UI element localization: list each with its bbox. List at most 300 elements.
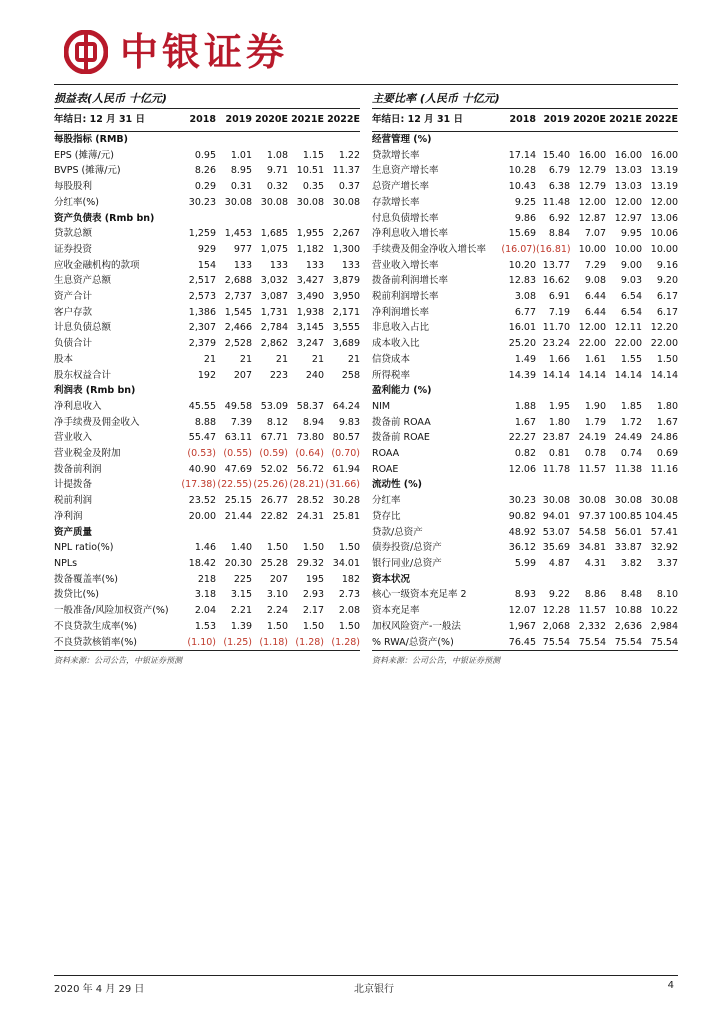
row-value: 154 xyxy=(197,259,216,271)
row-value: 8.10 xyxy=(656,589,678,601)
row-value: 7.39 xyxy=(230,416,252,428)
table-row xyxy=(372,587,678,603)
table-row xyxy=(54,195,360,211)
row-value: 12.00 xyxy=(578,322,606,334)
row-value: 133 xyxy=(305,259,324,271)
row-value: 3,247 xyxy=(296,338,324,350)
row-value: 6.38 xyxy=(548,181,570,193)
row-value: 11.48 xyxy=(542,196,570,208)
row-value: 10.22 xyxy=(650,605,678,617)
row-value: 30.08 xyxy=(542,495,570,507)
table-row xyxy=(372,242,678,258)
row-value: 12.79 xyxy=(578,165,606,177)
row-value: 29.32 xyxy=(296,557,324,569)
column-header-year: 2018 xyxy=(500,109,536,132)
row-value: 8.26 xyxy=(194,165,216,177)
row-value: 6.54 xyxy=(620,291,642,303)
row-value: 52.02 xyxy=(260,463,288,475)
row-label: NPL ratio(%) xyxy=(54,542,114,554)
row-value: 21 xyxy=(311,353,324,365)
column-header-year: 2018 xyxy=(180,109,216,132)
row-value: 3,555 xyxy=(332,322,360,334)
row-value xyxy=(606,477,642,493)
row-value: 3,490 xyxy=(296,291,324,303)
section-header-row xyxy=(54,132,360,148)
income-statement-table xyxy=(54,109,360,651)
row-value: 94.01 xyxy=(542,510,570,522)
row-value: 977 xyxy=(233,243,252,255)
row-value: 100.85 xyxy=(608,510,642,522)
table-row xyxy=(54,289,360,305)
row-value: 2.21 xyxy=(230,605,252,617)
row-label: 资产质量 xyxy=(54,526,93,538)
table-row xyxy=(372,195,678,211)
table-row xyxy=(54,462,360,478)
row-value xyxy=(642,477,678,493)
row-value: 12.20 xyxy=(650,322,678,334)
row-value: 1.55 xyxy=(620,353,642,365)
row-value: 16.00 xyxy=(578,149,606,161)
table-row xyxy=(372,635,678,651)
table-row xyxy=(372,163,678,179)
table-row xyxy=(54,446,360,462)
row-value: 25.15 xyxy=(224,495,252,507)
row-value: (25.26) xyxy=(253,479,288,491)
row-value: 2.73 xyxy=(338,589,360,601)
row-value: 2,688 xyxy=(224,275,252,287)
row-value: 16.00 xyxy=(614,149,642,161)
row-value: 1.50 xyxy=(338,620,360,632)
table-row xyxy=(54,540,360,556)
row-label: 贷款/总资产 xyxy=(372,526,423,538)
column-header-year: 2022E xyxy=(642,109,678,132)
row-value: 2.04 xyxy=(194,605,216,617)
row-value: 1,075 xyxy=(260,243,288,255)
row-label: NPLs xyxy=(54,557,78,569)
row-value: (1.25) xyxy=(216,635,252,651)
row-value: 1.08 xyxy=(266,149,288,161)
row-value xyxy=(642,132,678,148)
row-value xyxy=(216,525,252,541)
table-row xyxy=(54,556,360,572)
row-value: 1.79 xyxy=(584,416,606,428)
row-label: 贷款总额 xyxy=(54,228,93,240)
table-row xyxy=(54,415,360,431)
table-row xyxy=(372,603,678,619)
row-label: 拨备覆盖率(%) xyxy=(54,573,118,585)
row-value: 18.42 xyxy=(188,557,216,569)
row-value: 6.54 xyxy=(620,306,642,318)
row-value: 3.37 xyxy=(656,557,678,569)
row-value: 2,528 xyxy=(224,338,252,350)
row-value: 21 xyxy=(239,353,252,365)
table-row xyxy=(372,619,678,635)
row-label: 经营管理 (%) xyxy=(372,134,432,145)
row-value: 2.24 xyxy=(266,605,288,617)
header-divider xyxy=(54,84,678,85)
row-value: 30.08 xyxy=(260,196,288,208)
row-value xyxy=(324,525,360,541)
section-header-row xyxy=(54,211,360,227)
row-value: 3.15 xyxy=(230,589,252,601)
row-value: 1.50 xyxy=(338,542,360,554)
row-value: 258 xyxy=(341,369,360,381)
row-label: 付息负债增长率 xyxy=(372,212,439,224)
row-value: 3.18 xyxy=(194,589,216,601)
table-row xyxy=(54,258,360,274)
row-value: 12.07 xyxy=(508,605,536,617)
column-header-label: 年结日: 12 月 31 日 xyxy=(54,109,180,132)
row-value: 0.32 xyxy=(266,181,288,193)
row-value: 80.57 xyxy=(332,432,360,444)
row-value: 9.86 xyxy=(514,212,536,224)
row-value: 10.00 xyxy=(578,243,606,255)
row-value: 2,171 xyxy=(332,306,360,318)
row-value xyxy=(216,211,252,227)
row-value: 55.47 xyxy=(188,432,216,444)
row-value: (1.18) xyxy=(252,635,288,651)
row-value: 9.00 xyxy=(620,259,642,271)
row-value: 2,379 xyxy=(188,338,216,350)
row-value: 2,517 xyxy=(188,275,216,287)
row-value xyxy=(252,211,288,227)
row-label: BVPS (摊薄/元) xyxy=(54,165,121,177)
row-value: 2,984 xyxy=(650,620,678,632)
row-value xyxy=(536,383,570,399)
row-value: (28.21) xyxy=(289,479,324,491)
row-value: 25.28 xyxy=(260,557,288,569)
row-value: 24.19 xyxy=(578,432,606,444)
row-label: 税前利润 xyxy=(54,495,93,507)
row-value xyxy=(288,525,324,541)
row-value xyxy=(288,211,324,227)
row-value: 2,784 xyxy=(260,322,288,334)
row-value: 3,689 xyxy=(332,338,360,350)
table-row xyxy=(54,635,360,651)
table-row xyxy=(54,305,360,321)
table-row xyxy=(372,399,678,415)
row-value: 11.16 xyxy=(650,463,678,475)
row-value xyxy=(536,132,570,148)
row-value: 1.46 xyxy=(194,542,216,554)
row-value: 15.40 xyxy=(542,149,570,161)
row-value: 36.12 xyxy=(508,542,536,554)
row-value: 4.31 xyxy=(584,557,606,569)
table-row xyxy=(372,148,678,164)
row-value xyxy=(180,132,216,148)
section-header-row xyxy=(54,525,360,541)
row-value: 21 xyxy=(203,353,216,365)
row-value: 1,938 xyxy=(296,306,324,318)
row-value: 64.24 xyxy=(332,400,360,412)
row-value: 76.45 xyxy=(500,635,536,651)
row-value: 35.69 xyxy=(542,542,570,554)
row-value: 1.50 xyxy=(302,542,324,554)
row-value: 11.57 xyxy=(578,605,606,617)
page-number: 4 xyxy=(667,980,674,991)
row-value: (22.55) xyxy=(217,479,252,491)
row-label: 每股股利 xyxy=(54,181,93,193)
table-row xyxy=(54,399,360,415)
row-label: 股东权益合计 xyxy=(54,369,112,381)
row-value: 6.44 xyxy=(584,291,606,303)
row-value: 15.69 xyxy=(508,228,536,240)
row-value: 1.72 xyxy=(620,416,642,428)
row-value: 23.24 xyxy=(542,338,570,350)
row-value: (0.70) xyxy=(331,448,360,460)
row-label: 税前利润增长率 xyxy=(372,291,439,303)
row-value xyxy=(536,477,570,493)
row-value: 1,300 xyxy=(332,243,360,255)
row-value: 1,182 xyxy=(296,243,324,255)
column-header-year: 2020E xyxy=(252,109,288,132)
row-value: 1.88 xyxy=(514,400,536,412)
row-value: 12.83 xyxy=(508,275,536,287)
row-value: 3.08 xyxy=(514,291,536,303)
row-value: 20.30 xyxy=(224,557,252,569)
row-value: (0.55) xyxy=(223,448,252,460)
row-value: 10.06 xyxy=(650,228,678,240)
row-value: 12.06 xyxy=(508,463,536,475)
column-header-year: 2019 xyxy=(216,109,252,132)
row-value: 1.61 xyxy=(584,353,606,365)
table-row xyxy=(54,273,360,289)
row-value: 11.38 xyxy=(614,463,642,475)
row-value: 48.92 xyxy=(508,526,536,538)
row-value: 9.16 xyxy=(656,259,678,271)
row-value: 133 xyxy=(233,259,252,271)
row-value: 21 xyxy=(275,353,288,365)
row-label: 不良贷款核销率(%) xyxy=(54,635,180,651)
row-label: 营业税金及附加 xyxy=(54,448,121,460)
row-value xyxy=(570,383,606,399)
row-value: 6.92 xyxy=(548,212,570,224)
section-header-row xyxy=(54,383,360,399)
row-value: 8.48 xyxy=(620,589,642,601)
row-value: (1.28) xyxy=(288,635,324,651)
row-value: 24.31 xyxy=(296,510,324,522)
row-value: 56.01 xyxy=(614,526,642,538)
row-value: 75.54 xyxy=(642,635,678,651)
row-value: 3,032 xyxy=(260,275,288,287)
row-label: 分红率(%) xyxy=(54,196,99,208)
table-row xyxy=(54,603,360,619)
row-value: 16.01 xyxy=(508,322,536,334)
row-value: 5.99 xyxy=(514,557,536,569)
row-value: 3,087 xyxy=(260,291,288,303)
row-value: 0.78 xyxy=(584,448,606,460)
row-value: 1,386 xyxy=(188,306,216,318)
row-value: 53.09 xyxy=(260,400,288,412)
row-value: 75.54 xyxy=(570,635,606,651)
row-value: 12.87 xyxy=(578,212,606,224)
row-label: 利润表 (Rmb bn) xyxy=(54,385,136,397)
column-header-year: 2019 xyxy=(536,109,570,132)
row-value: 9.25 xyxy=(514,196,536,208)
row-label: 净利息收入增长率 xyxy=(372,228,449,240)
row-value: 13.06 xyxy=(650,212,678,224)
row-label: 拨备前 ROAA xyxy=(372,416,431,428)
row-value: 17.14 xyxy=(508,149,536,161)
table-row xyxy=(372,320,678,336)
row-value: 11.70 xyxy=(542,322,570,334)
row-value: 34.81 xyxy=(578,542,606,554)
row-value: 30.08 xyxy=(332,196,360,208)
row-value xyxy=(216,132,252,148)
row-value: (1.28) xyxy=(324,635,360,651)
row-value: 225 xyxy=(233,573,252,585)
table-row xyxy=(372,525,678,541)
row-value xyxy=(500,477,536,493)
row-value: 53.07 xyxy=(542,526,570,538)
row-label: 生息资产总额 xyxy=(54,275,112,287)
row-value: (16.81) xyxy=(536,243,571,255)
row-value: 1.40 xyxy=(230,542,252,554)
row-value: 8.12 xyxy=(266,416,288,428)
table-row xyxy=(54,493,360,509)
row-value: 6.77 xyxy=(514,306,536,318)
row-label: 所得税率 xyxy=(372,369,411,381)
row-value: 2,466 xyxy=(224,322,252,334)
row-value: 10.51 xyxy=(296,165,324,177)
row-value: 0.74 xyxy=(620,448,642,460)
section-header-row xyxy=(372,383,678,399)
row-value: (1.10) xyxy=(180,635,216,651)
row-label: 营业收入增长率 xyxy=(372,259,439,271)
table-row xyxy=(372,446,678,462)
row-value: (0.53) xyxy=(187,448,216,460)
section-header-row xyxy=(372,132,678,148)
row-value: 3,427 xyxy=(296,275,324,287)
row-label: 净利润增长率 xyxy=(372,306,430,318)
row-value: 1.53 xyxy=(194,620,216,632)
row-value: 1.50 xyxy=(266,542,288,554)
row-label: 贷款增长率 xyxy=(372,149,420,161)
table-row xyxy=(54,320,360,336)
row-value: 1.22 xyxy=(338,149,360,161)
row-value: 3,145 xyxy=(296,322,324,334)
row-label: 资产负债表 (Rmb bn) xyxy=(54,212,155,224)
column-header-label: 年结日: 12 月 31 日 xyxy=(372,109,500,132)
section-header-row xyxy=(372,477,678,493)
row-value: 2.17 xyxy=(302,605,324,617)
row-value: 1.49 xyxy=(514,353,536,365)
row-value xyxy=(324,211,360,227)
row-value: 26.77 xyxy=(260,495,288,507)
row-value: 10.43 xyxy=(508,181,536,193)
row-value xyxy=(288,383,324,399)
row-value: 1.67 xyxy=(514,416,536,428)
row-value: 12.28 xyxy=(542,605,570,617)
table-row xyxy=(54,509,360,525)
row-value xyxy=(642,572,678,588)
row-value: 1.15 xyxy=(302,149,324,161)
row-label: 加权风险资产-一般法 xyxy=(372,620,461,632)
table-row xyxy=(372,289,678,305)
row-value: 1,955 xyxy=(296,228,324,240)
row-value: 195 xyxy=(305,573,324,585)
row-label: 拨备前 ROAE xyxy=(372,432,430,444)
row-value: 6.79 xyxy=(548,165,570,177)
row-value: 12.00 xyxy=(650,196,678,208)
row-value xyxy=(500,383,536,399)
footer-divider xyxy=(54,975,678,976)
row-value: 1.50 xyxy=(656,353,678,365)
row-value: 207 xyxy=(269,573,288,585)
row-value: 25.81 xyxy=(332,510,360,522)
row-value: 3.10 xyxy=(266,589,288,601)
table-row xyxy=(372,226,678,242)
table-row xyxy=(372,305,678,321)
row-value: (17.38) xyxy=(181,479,216,491)
row-value: 75.54 xyxy=(536,635,570,651)
row-label: 股本 xyxy=(54,353,74,365)
row-value: 13.77 xyxy=(542,259,570,271)
row-value xyxy=(180,211,216,227)
row-value: 1.01 xyxy=(230,149,252,161)
row-value: 929 xyxy=(197,243,216,255)
footer-company: 北京银行 xyxy=(354,984,394,995)
row-value: 2,636 xyxy=(614,620,642,632)
row-value: 9.22 xyxy=(548,589,570,601)
row-value xyxy=(324,383,360,399)
report-header xyxy=(54,24,678,88)
row-value xyxy=(606,132,642,148)
table-row xyxy=(372,352,678,368)
row-value: 1.50 xyxy=(266,620,288,632)
key-ratios-source: 资料来源：公司公告，中银证券预测 xyxy=(372,656,500,666)
row-value: 10.00 xyxy=(614,243,642,255)
row-value: 21 xyxy=(347,353,360,365)
row-label: 拨备前利润 xyxy=(54,463,102,475)
row-label: 信贷成本 xyxy=(372,353,411,365)
row-value: 1.39 xyxy=(230,620,252,632)
row-label: 盈利能力 (%) xyxy=(372,385,432,397)
brand-name: 中银证券 xyxy=(120,29,289,74)
row-value: 9.95 xyxy=(620,228,642,240)
row-value: 0.95 xyxy=(194,149,216,161)
row-value: 1.66 xyxy=(548,353,570,365)
table-row xyxy=(54,572,360,588)
row-value: 33.87 xyxy=(614,542,642,554)
row-value: 4.87 xyxy=(548,557,570,569)
income-statement-source: 资料来源：公司公告，中银证券预测 xyxy=(54,656,182,666)
row-value: 1.90 xyxy=(584,400,606,412)
row-value: 11.78 xyxy=(542,463,570,475)
table-row xyxy=(372,540,678,556)
row-value: 10.00 xyxy=(650,243,678,255)
row-value: 12.00 xyxy=(578,196,606,208)
table-row xyxy=(372,368,678,384)
row-label: % RWA/总资产(%) xyxy=(372,635,500,651)
row-value: 57.41 xyxy=(650,526,678,538)
row-value: 23.87 xyxy=(542,432,570,444)
row-value: (16.07) xyxy=(501,243,536,255)
row-value: 10.88 xyxy=(614,605,642,617)
table-row xyxy=(54,587,360,603)
row-value: 1.67 xyxy=(656,416,678,428)
row-value: 22.00 xyxy=(578,338,606,350)
row-value: 97.37 xyxy=(578,510,606,522)
row-value: 14.14 xyxy=(542,369,570,381)
row-value: 223 xyxy=(269,369,288,381)
row-value: 1,259 xyxy=(188,228,216,240)
row-label: 成本收入比 xyxy=(372,338,420,350)
column-header-year: 2021E xyxy=(288,109,324,132)
row-value: 0.81 xyxy=(548,448,570,460)
row-value: 2,737 xyxy=(224,291,252,303)
row-value: 12.79 xyxy=(578,181,606,193)
